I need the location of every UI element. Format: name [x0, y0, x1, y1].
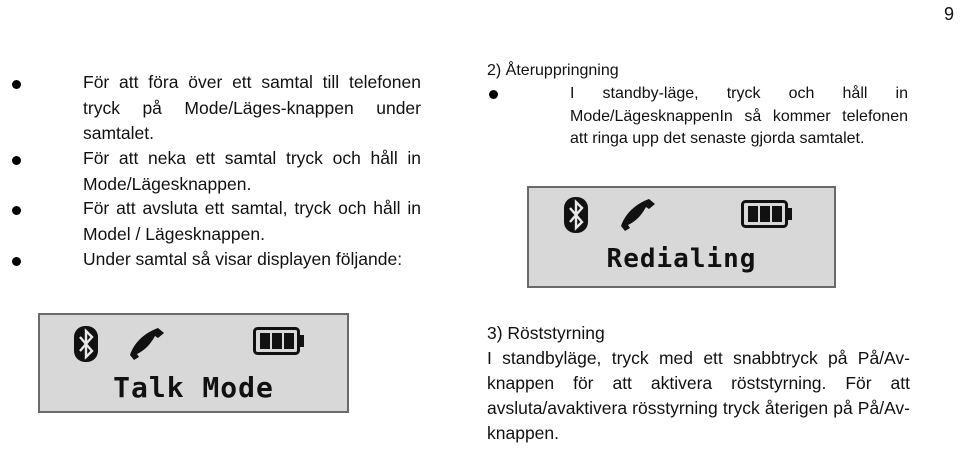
- voice-instructions: I standbyläge, tryck med ett snabbtryck på På/Av-knappen för att aktivera röststyrning. För att avsluta/avaktivera rösstyrning tryck återigen på På/Av-knappen.: [487, 348, 910, 443]
- redial-instructions: I standby-läge, tryck och håll in Mode/LägesknappenIn så kommer telefonen att ringa upp det senaste gjorda samtalet.: [570, 85, 908, 147]
- redial-heading: 2) Återuppringning: [487, 62, 619, 79]
- bullet-dot: [489, 90, 498, 99]
- bullet-reject-call: För att neka ett samtal tryck och håll in Mode/Lägesknappen.: [83, 148, 421, 194]
- battery-icon: [741, 200, 793, 228]
- voice-heading: 3) Röststyrning: [487, 323, 605, 343]
- bullet-end-call: För att avsluta ett samtal, tryck och håll in Model / Lägesknappen.: [83, 198, 421, 244]
- bullet-dot: [12, 80, 21, 89]
- bluetooth-icon: [563, 196, 589, 234]
- phone-icon: [128, 325, 168, 361]
- battery-icon: [253, 327, 305, 355]
- bullet-dot: [12, 206, 21, 215]
- phone-icon: [619, 196, 659, 232]
- bullet-dot: [12, 156, 21, 165]
- bullet-transfer-call: För att föra över ett samtal till telefonen tryck på Mode/Läges-knappen under samtalet.: [83, 72, 421, 143]
- page-number: 9: [943, 4, 954, 24]
- bluetooth-icon: [73, 325, 99, 363]
- display-redialing: [527, 186, 836, 288]
- display-talk-mode: [38, 313, 349, 413]
- bullet-display-info: Under samtal så visar displayen följande:: [83, 249, 403, 269]
- display-talk-text: Talk Mode: [113, 371, 274, 404]
- bullet-dot: [12, 257, 21, 266]
- display-redialing-text: Redialing: [606, 244, 757, 274]
